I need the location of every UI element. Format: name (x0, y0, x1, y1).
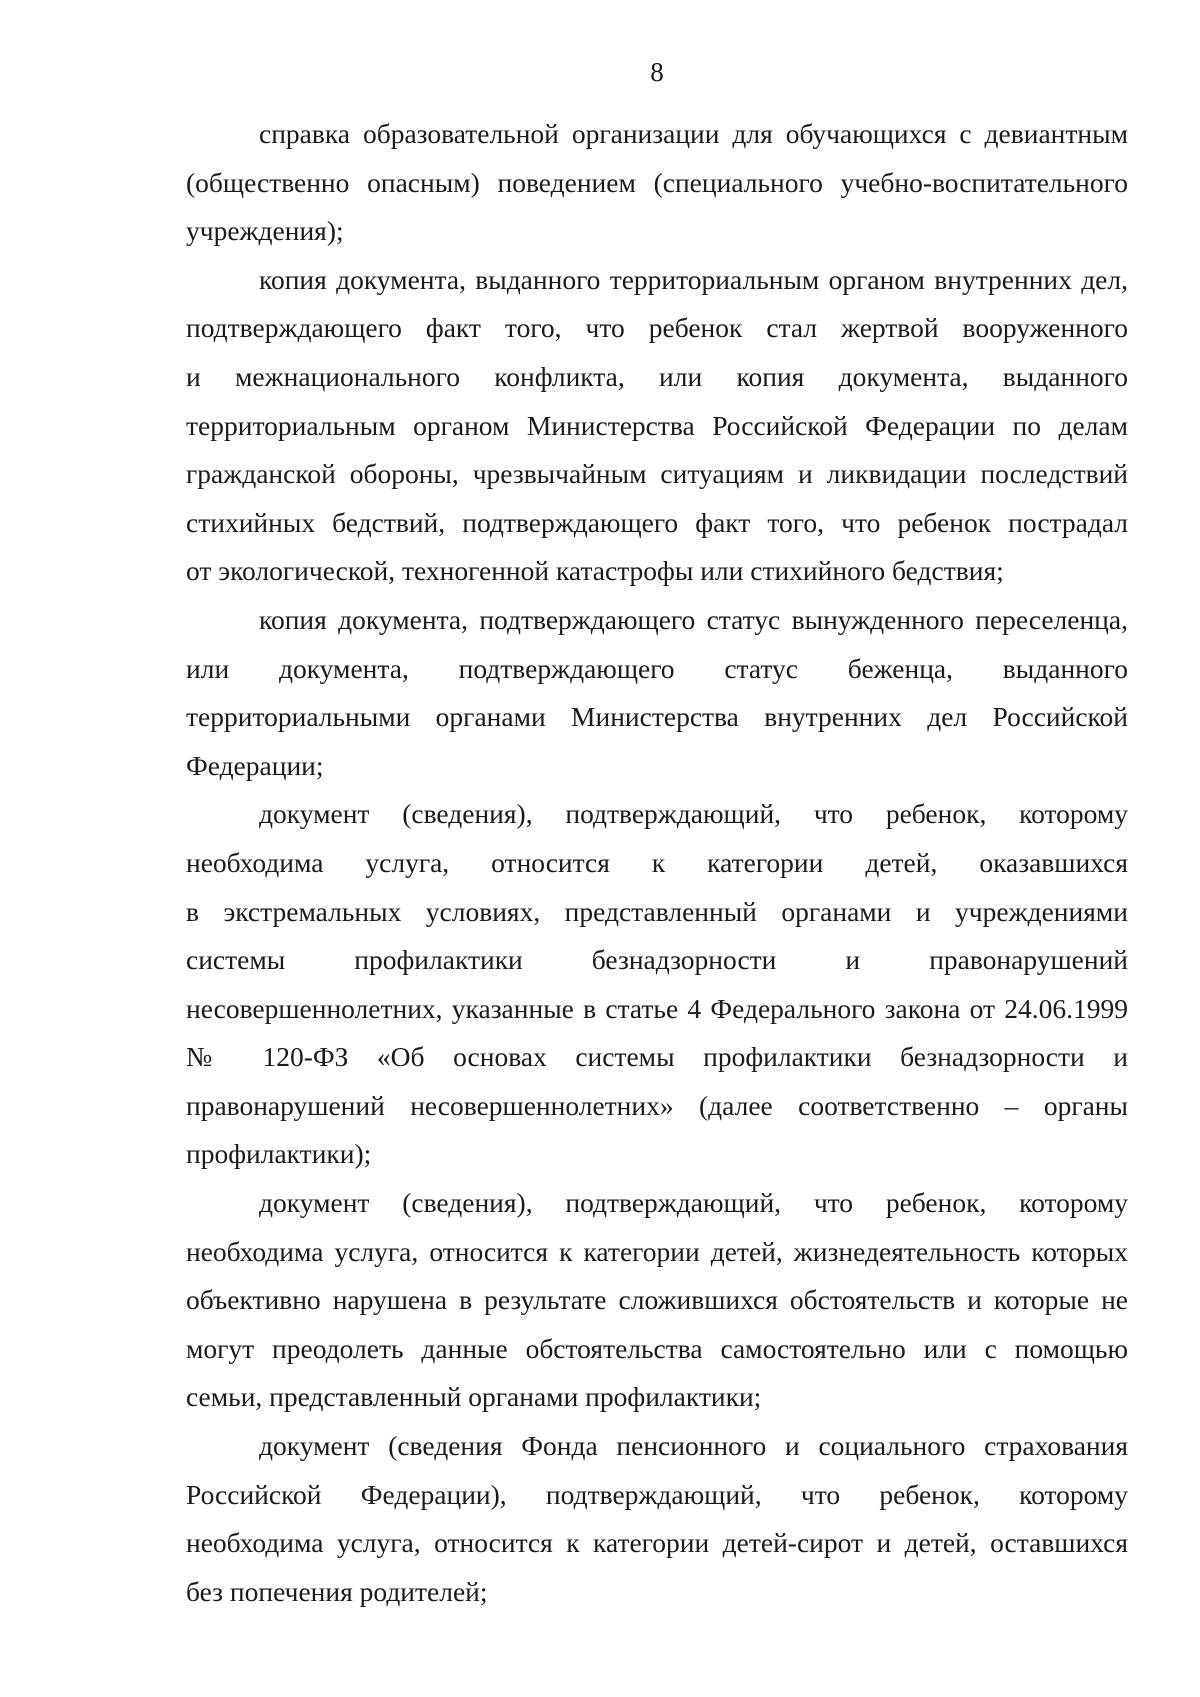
text-line: или документа, подтверждающего статус беженца, выданного (186, 652, 1128, 684)
paragraph (186, 1179, 1128, 1422)
text-line: документ (сведения), подтверждающий, что ребенок, которому (259, 798, 1128, 830)
text-line: Российской Федерации), подтверждающий, что ребенок, которому (186, 1478, 1128, 1510)
text-line: от экологической, техногенной катастрофы или стихийного бедствия; (186, 555, 1004, 587)
text-line: № 120-ФЗ «Об основах системы профилактики безнадзорности и (186, 1041, 1128, 1073)
text-line: профилактики); (186, 1138, 372, 1170)
text-line: гражданской обороны, чрезвычайным ситуациям и ликвидации последствий (186, 458, 1128, 490)
text-line: семьи, представленный органами профилактики; (186, 1381, 762, 1413)
text-line: объективно нарушена в результате сложившихся обстоятельств и которые не (186, 1284, 1128, 1316)
text-line: документ (сведения), подтверждающий, что ребенок, которому (259, 1187, 1128, 1219)
text-line: необходима услуга, относится к категории детей, жизнедеятельность которых (186, 1235, 1128, 1267)
text-line: могут преодолеть данные обстоятельства самостоятельно или с помощью (186, 1332, 1128, 1364)
text-line: Федерации; (186, 749, 324, 781)
text-line: территориальным органом Министерства Российской Федерации по делам (186, 409, 1128, 441)
paragraph (186, 256, 1128, 596)
text-line: необходима услуга, относится к категории детей-сирот и детей, оставшихся (186, 1527, 1128, 1559)
text-line: стихийных бедствий, подтверждающего факт того, что ребенок пострадал (186, 506, 1128, 538)
text-line: необходима услуга, относится к категории детей, оказавшихся (186, 846, 1128, 878)
text-line: без попечения родителей; (186, 1575, 488, 1607)
text-line: копия документа, подтверждающего статус вынужденного переселенца, (259, 603, 1128, 635)
page-number: 8 (650, 57, 664, 87)
paragraph (186, 1422, 1128, 1616)
text-line: подтверждающего факт того, что ребенок стал жертвой вооруженного (186, 312, 1128, 344)
text-line: несовершеннолетних, указанные в статье 4 Федерального закона от 24.06.1999 (186, 992, 1128, 1024)
text-line: территориальными органами Министерства внутренних дел Российской (186, 701, 1128, 733)
text-line: справка образовательной организации для обучающихся с девиантным (259, 118, 1128, 149)
text-line: в экстремальных условиях, представленный органами и учреждениями (186, 895, 1128, 927)
text-line: правонарушений несовершеннолетних» (далее соответственно – органы (186, 1089, 1128, 1121)
text-line: системы профилактики безнадзорности и правонарушений (186, 944, 1128, 976)
paragraph (186, 790, 1128, 1179)
document-body (186, 110, 1128, 1616)
text-line: учреждения); (186, 215, 344, 247)
text-line: документ (сведения Фонда пенсионного и социального страхования (259, 1430, 1128, 1462)
text-line: и межнационального конфликта, или копия документа, выданного (186, 360, 1128, 392)
text-line: (общественно опасным) поведением (специального учебно-воспитательного (186, 166, 1128, 198)
paragraph (186, 596, 1128, 790)
text-line: копия документа, выданного территориальным органом внутренних дел, (259, 263, 1128, 295)
paragraph (186, 110, 1128, 256)
